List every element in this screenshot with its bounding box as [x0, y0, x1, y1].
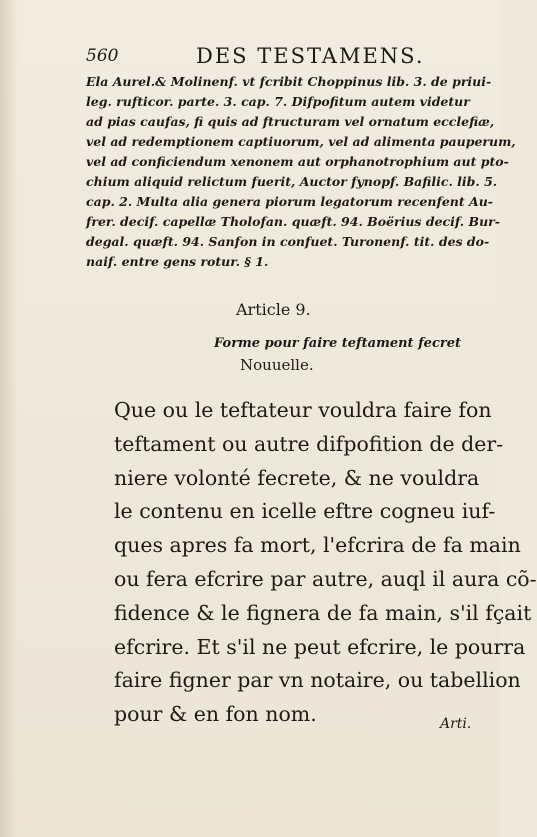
article-subtitle-note: Nouuelle.: [240, 356, 314, 374]
commentary-line: vel ad conficiendum xenonem aut orphanotrophium aut pto-: [86, 154, 509, 169]
body-line: ques apres fa mort, l'efcrira de fa main: [114, 533, 521, 558]
article-body: [114, 394, 537, 732]
commentary-line: vel ad redemptionem captiuorum, vel ad alimenta pauperum,: [86, 134, 516, 149]
commentary-line: cap. 2. Multa alia genera piorum legatorum recenfent Au-: [86, 194, 493, 209]
body-line: teftament ou autre difpofition de der-: [114, 431, 504, 456]
body-line: ou fera efcrire par autre, auql il aura cõ-: [114, 566, 537, 591]
body-line: efcrire. Et s'il ne peut efcrire, le pourra: [114, 634, 526, 659]
commentary-line: leg. rufticor. parte. 3. cap. 7. Difpofitum autem videtur: [86, 94, 470, 109]
body-line: le contenu en icelle eftre cogneu iuf-: [114, 499, 496, 524]
body-line: Que ou le teftateur vouldra faire fon: [114, 398, 492, 422]
article-heading: Article 9.: [236, 300, 311, 319]
commentary-line: chium aliquid relictum fuerit, Auctor fynopf. Bafilic. lib. 5.: [86, 174, 498, 189]
latin-commentary: [86, 72, 516, 272]
commentary-line: frer. decif. capellæ Tholofan. quæft. 94. Boërius decif. Bur-: [86, 214, 500, 229]
commentary-line: naif. entre gens rotur. § 1.: [86, 254, 269, 269]
body-line: faire figner par vn notaire, ou tabellion: [114, 668, 521, 693]
body-line: fidence & le fignera de fa main, s'il fçait: [114, 600, 532, 625]
catchword: Arti.: [440, 716, 472, 732]
page-header: [78, 40, 488, 70]
commentary-line: degal. quæft. 94. Sanfon in confuet. Turonenf. tit. des do-: [86, 234, 490, 249]
page-number: 560: [86, 46, 119, 66]
gutter-shadow: [0, 0, 18, 837]
commentary-line: Ela Aurel.& Molinenf. vt fcribit Choppinus lib. 3. de priui-: [86, 74, 492, 89]
running-title: DES TESTAMENS.: [196, 44, 425, 68]
body-line: niere volonté fecrete, & ne vouldra: [114, 465, 480, 490]
commentary-line: ad pias caufas, fi quis ad ftructuram vel ornatum ecclefiæ,: [86, 114, 495, 129]
article-subtitle: Forme pour faire teftament fecret: [214, 336, 461, 351]
body-line: pour & en fon nom.: [114, 702, 317, 727]
